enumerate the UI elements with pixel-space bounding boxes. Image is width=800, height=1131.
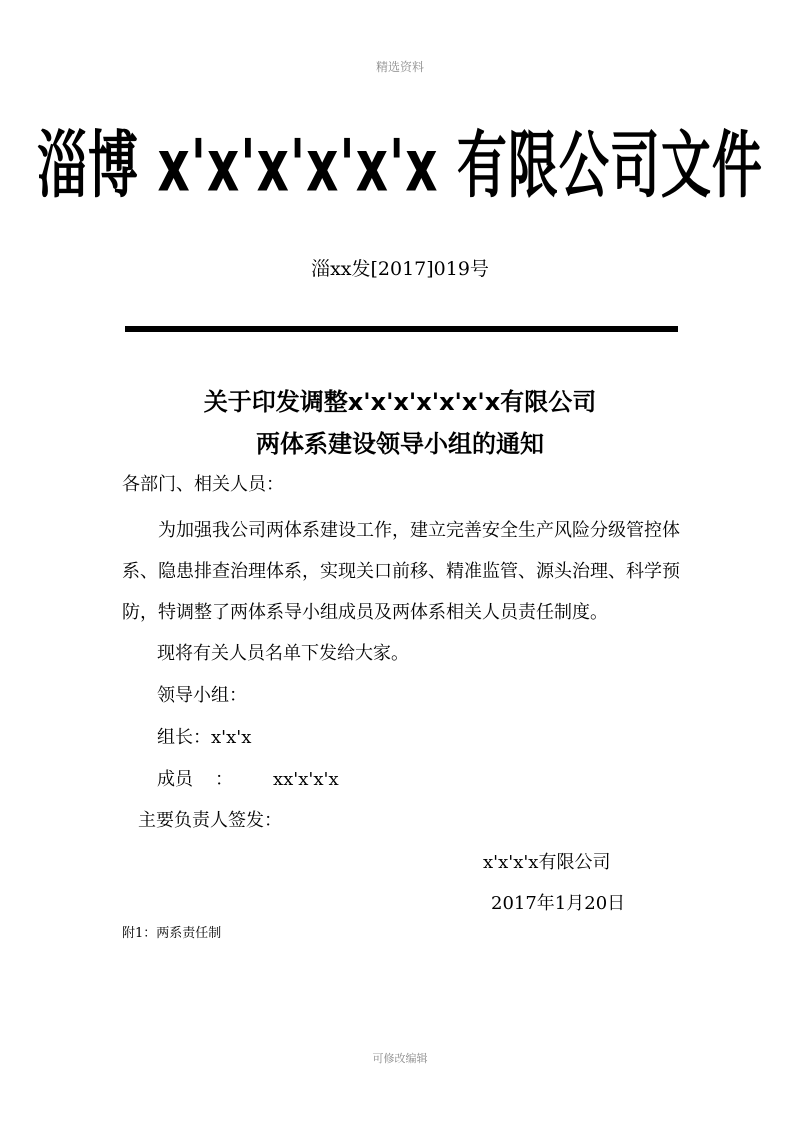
header-note: 精选资料 [375, 60, 424, 74]
leading-group-label: 领导小组： [157, 685, 247, 706]
company-name: x'x'x'x有限公司 [483, 852, 611, 873]
notice-title-line-1: 关于印发调整x'x'x'x'x'x'x有限公司 [203, 388, 597, 416]
members-value: xx'x'x'x [273, 769, 339, 790]
notice-title-line-2: 两体系建设领导小组的通知 [256, 430, 544, 458]
footer-note: 可修改编辑 [372, 1052, 428, 1065]
document-title: 淄博 x'x'x'x'x'x 有限公司文件 [37, 123, 763, 209]
members-line [157, 765, 339, 791]
greeting: 各部门、相关人员： [122, 474, 284, 495]
leader-line: 组长：x'x'x [157, 727, 252, 748]
body-paragraph: 为加强我公司两体系建设工作，建立完善安全生产风险分级管控体系、隐患排查治理体系，实现关口前移、精准监管、源头治理、科学预防，特调整了两体系导小组成员及两体系相关人员责任制度。 [122, 520, 680, 623]
document-date: 2017年1月20日 [491, 893, 626, 914]
announce-line: 现将有关人员名单下发给大家。 [157, 643, 409, 664]
members-label: 成员 [157, 769, 193, 790]
members-separator: ： [215, 769, 233, 790]
document-number: 淄xx发[2017]019号 [311, 258, 489, 280]
signer-label: 主要负责人签发： [138, 810, 282, 831]
attachment-note: 附1：两系责任制 [122, 926, 222, 941]
header-divider [125, 326, 678, 332]
